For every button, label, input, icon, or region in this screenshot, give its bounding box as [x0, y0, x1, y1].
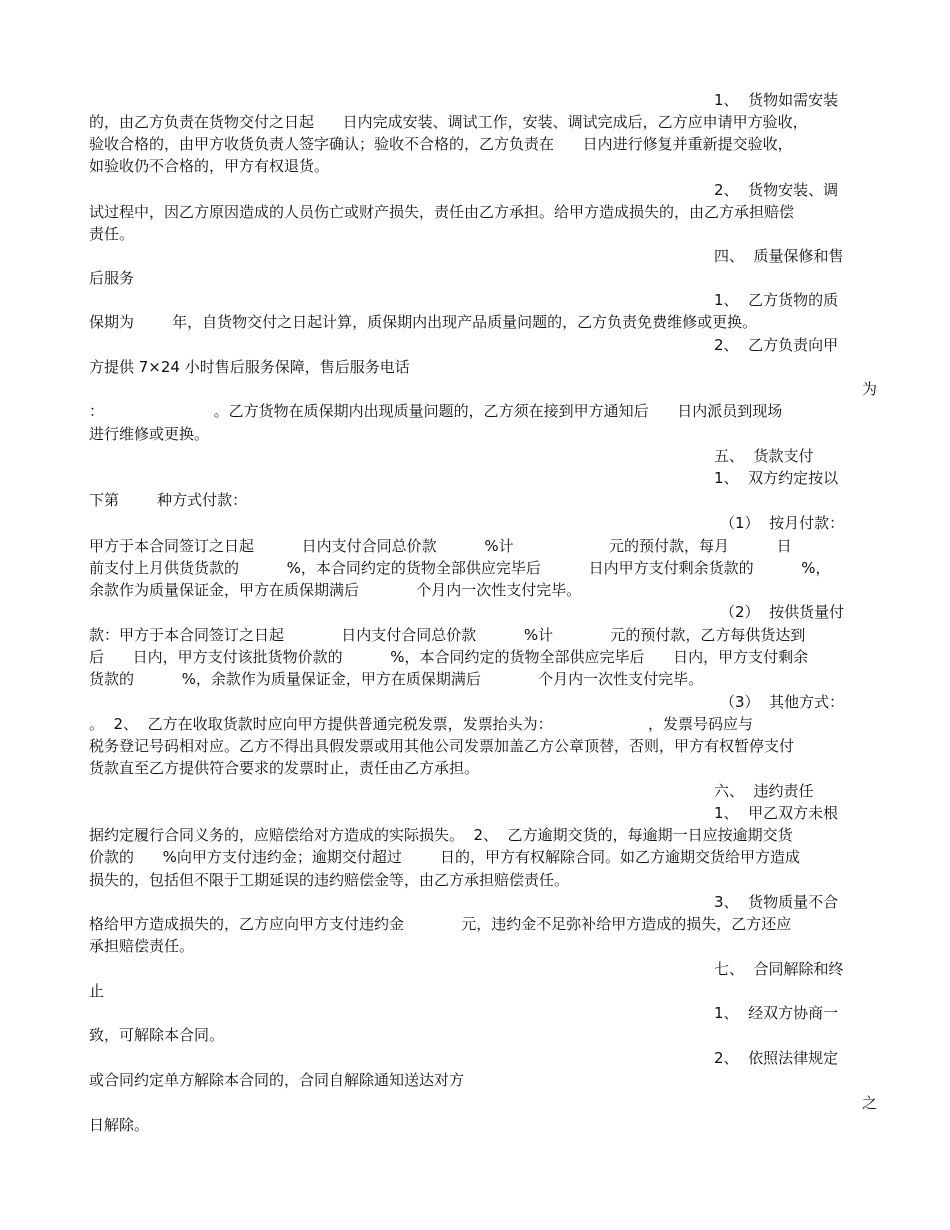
sub-clause-heading: （2） 按供货量付 — [720, 603, 845, 621]
body-line: 的，由乙方负责在货物交付之日起 日内完成安装、调试工作，安装、调试完成后，乙方应申请甲方验收， — [89, 113, 808, 131]
section-heading: 四、 质量保修和售 — [714, 247, 844, 265]
body-line: 进行维修或更换。 — [89, 425, 210, 443]
body-line: 致，可解除本合同。 — [89, 1026, 225, 1044]
clause-heading: 1、 甲乙双方未根 — [714, 804, 839, 822]
body-line: 甲方于本合同签订之日起 日内支付合同总价款 %计 元的预付款，每月 日 — [89, 537, 792, 555]
section-heading: 五、 货款支付 — [714, 447, 814, 465]
body-line: 。 2、 乙方在收取货款时应向甲方提供普通完税发票，发票抬头为： ，发票号码应与 — [89, 715, 753, 733]
body-line: 方提供 7×24 小时售后服务保障，售后服务电话 — [89, 358, 410, 376]
clause-heading: 2、 依照法律规定 — [714, 1049, 839, 1067]
body-line: 货款直至乙方提供符合要求的发票时止，责任由乙方承担。 — [89, 759, 480, 777]
body-line: 如验收仍不合格的，甲方有权退货。 — [89, 157, 330, 175]
body-line: 之 — [862, 1094, 878, 1112]
body-line: ： 。乙方货物在质保期内出现质量问题的，乙方须在接到甲方通知后 日内派员到现场 — [89, 402, 783, 420]
clause-heading: 3、 货物质量不合 — [714, 893, 839, 911]
sub-clause-heading: （1） 按月付款： — [720, 514, 845, 532]
clause-heading: 1、 乙方货物的质 — [714, 291, 839, 309]
body-line: 价款的 %向甲方支付违约金；逾期交付超过 日的，甲方有权解除合同。如乙方逾期交货给甲方造成 — [89, 848, 801, 866]
body-line: 为 — [862, 380, 878, 398]
body-line: 货款的 %，余款作为质量保证金，甲方在质保期满后 个月内一次性支付完毕。 — [89, 670, 704, 688]
body-line: 试过程中，因乙方原因造成的人员伤亡或财产损失，责任由乙方承担。给甲方造成损失的，由乙方承担赔偿 — [89, 203, 795, 221]
body-line: 款：甲方于本合同签订之日起 日内支付合同总价款 %计 元的预付款，乙方每供货达到 — [89, 626, 806, 644]
clause-heading: 2、 乙方负责向甲 — [714, 336, 839, 354]
body-line: 税务登记号码相对应。乙方不得出具假发票或用其他公司发票加盖乙方公章顶替，否则，甲方有权暂停支付 — [89, 737, 795, 755]
sub-clause-heading: （3） 其他方式： — [720, 693, 845, 711]
body-line: 责任。 — [89, 225, 135, 243]
body-line: 或合同约定单方解除本合同的，合同自解除通知送达对方 — [89, 1071, 465, 1089]
section-heading: 六、 违约责任 — [714, 782, 814, 800]
body-line: 损失的，包括但不限于工期延误的违约赔偿金等，由乙方承担赔偿责任。 — [89, 871, 570, 889]
body-line: 余款作为质量保证金，甲方在质保期满后 个月内一次性支付完毕。 — [89, 581, 582, 599]
body-line: 止 — [89, 982, 105, 1000]
body-line: 承担赔偿责任。 — [89, 937, 195, 955]
body-line: 下第 种方式付款： — [89, 491, 248, 509]
clause-heading: 2、 货物安装、调 — [714, 181, 839, 199]
body-line: 验收合格的，由甲方收货负责人签字确认；验收不合格的，乙方负责在 日内进行修复并重新提交验收， — [89, 135, 793, 153]
body-line: 保期为 年，自货物交付之日起计算，质保期内出现产品质量问题的，乙方负责免费维修或更换。 — [89, 313, 758, 331]
section-heading: 七、 合同解除和终 — [714, 960, 844, 978]
body-line: 前支付上月供货货款的 %，本合同约定的货物全部供应完毕后 日内甲方支付剩余货款的 %， — [89, 559, 831, 577]
body-line: 后服务 — [89, 269, 135, 287]
body-line: 后 日内，甲方支付该批货物价款的 %，本合同约定的货物全部供应完毕后 日内，甲方支付剩余 — [89, 648, 809, 666]
body-line: 据约定履行合同义务的，应赔偿给对方造成的实际损失。 2、 乙方逾期交货的，每逾期一日应按逾期交货 — [89, 826, 793, 844]
clause-heading: 1、 经双方协商一 — [714, 1004, 839, 1022]
clause-heading: 1、 双方约定按以 — [714, 469, 839, 487]
body-line: 日解除。 — [89, 1116, 150, 1134]
clause-heading: 1、 货物如需安装 — [714, 91, 839, 109]
body-line: 格给甲方造成损失的，乙方应向甲方支付违约金 元，违约金不足弥补给甲方造成的损失，乙方还应 — [89, 915, 792, 933]
